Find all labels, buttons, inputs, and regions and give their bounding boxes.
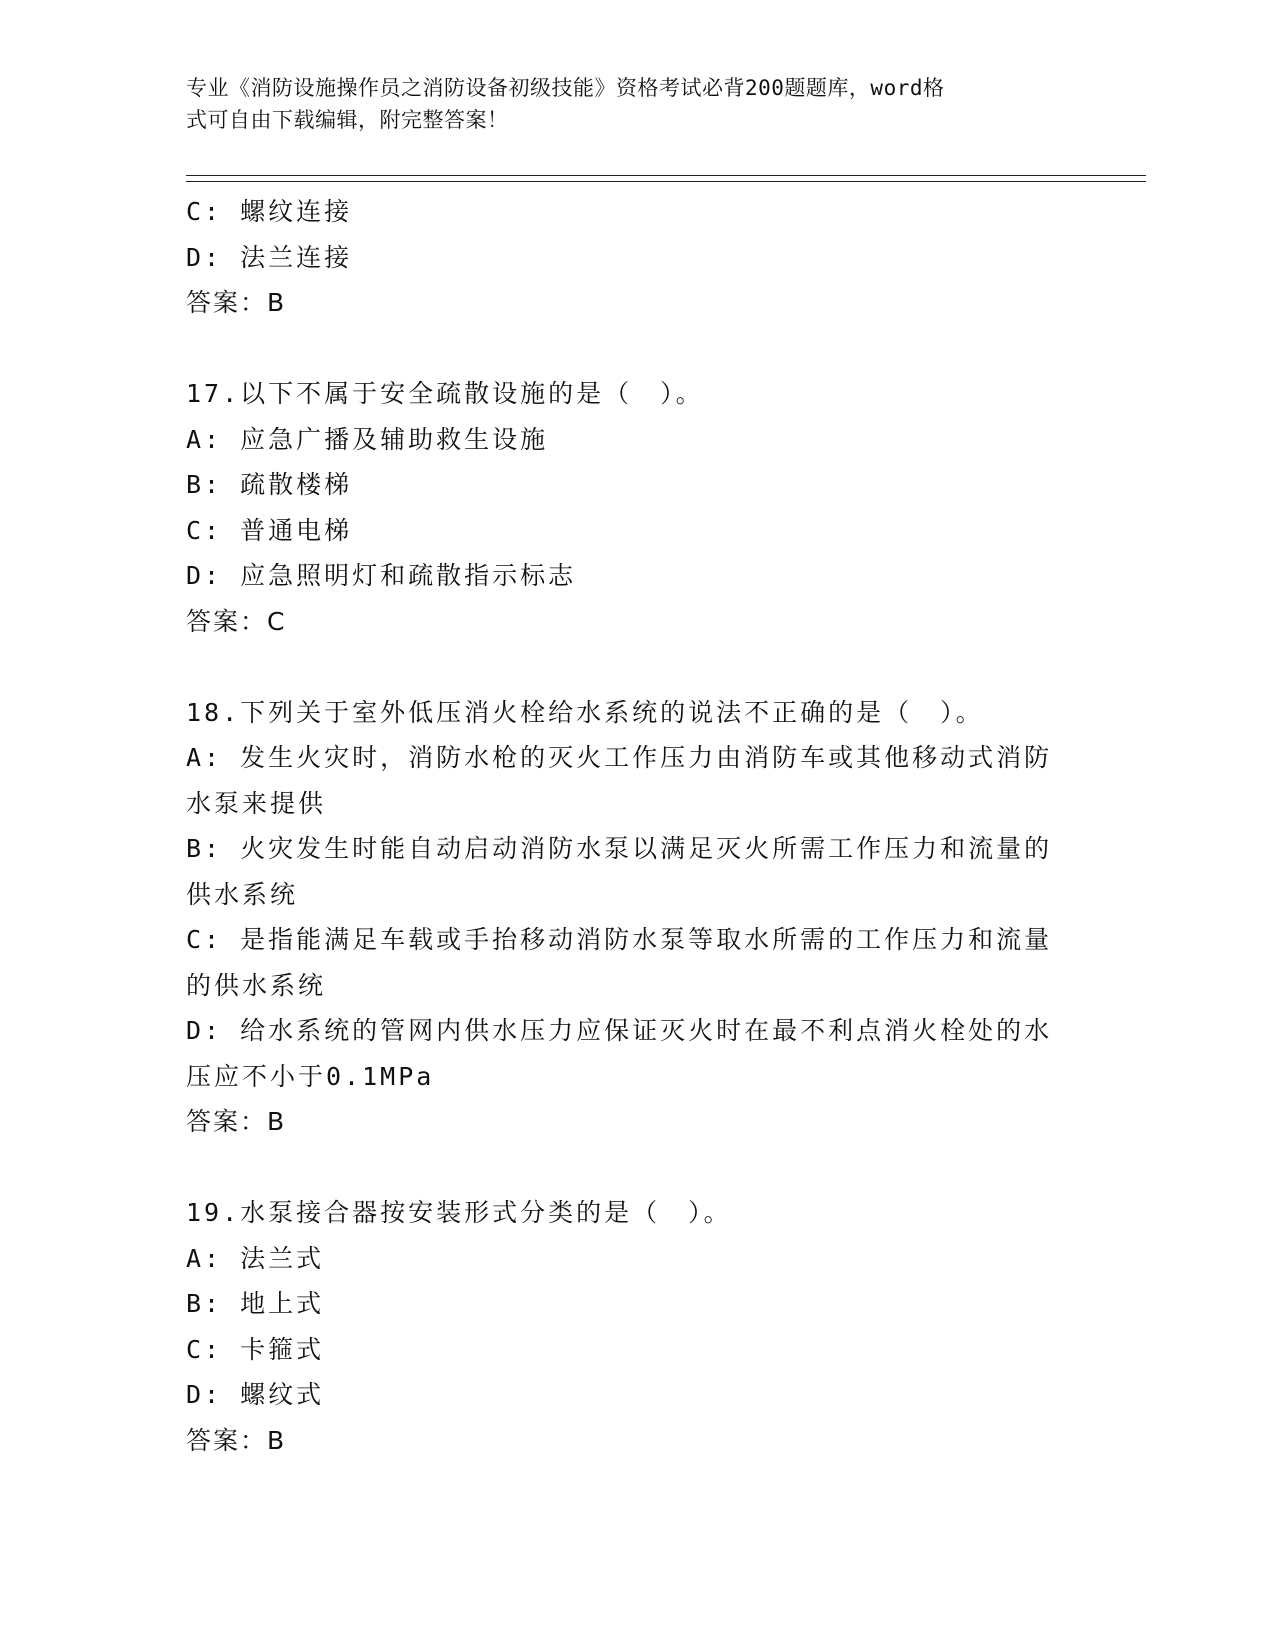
header-divider-top: [186, 175, 1146, 176]
option-b: B: 疏散楼梯: [186, 470, 353, 499]
option-d: D: 螺纹式: [186, 1380, 325, 1409]
question-stem: 19.水泵接合器按安装形式分类的是（ ）。: [186, 1198, 732, 1227]
question-stem: 17.以下不属于安全疏散设施的是（ ）。: [186, 379, 704, 408]
answer-text: 答案：B: [186, 1107, 287, 1136]
spacer: [186, 326, 1086, 372]
answer-text: 答案：B: [186, 288, 287, 317]
spacer: [186, 1145, 1086, 1191]
option-d: D: 法兰连接: [186, 242, 353, 272]
document-header: [186, 72, 1066, 136]
question-19: [186, 1190, 1086, 1463]
option-d: D: 应急照明灯和疏散指示标志: [186, 561, 577, 590]
header-line-1: 专业《消防设施操作员之消防设备初级技能》资格考试必背200题题库，word格: [186, 76, 945, 100]
question-content: [186, 189, 1086, 1463]
option-a: A: 法兰式: [186, 1243, 325, 1273]
spacer: [186, 644, 1086, 690]
option-c: C: 普通电梯: [186, 515, 353, 545]
option-a: A: 发生火灾时，消防水枪的灭火工作压力由消防车或其他移动式消防水泵来提供: [186, 743, 1053, 818]
question-stem: 18.下列关于室外低压消火栓给水系统的说法不正确的是（ ）。: [186, 697, 984, 727]
question-18: [186, 690, 1086, 1145]
answer-text: 答案：C: [186, 606, 287, 636]
previous-question-fragment: [186, 189, 1086, 326]
option-c: C: 螺纹连接: [186, 197, 353, 226]
option-c: C: 卡箍式: [186, 1334, 325, 1364]
header-line-2: 式可自由下载编辑，附完整答案！: [186, 108, 509, 132]
option-a: A: 应急广播及辅助救生设施: [186, 424, 549, 454]
header-divider-bottom: [186, 181, 1146, 182]
option-d: D: 给水系统的管网内供水压力应保证灭火时在最不利点消火栓处的水压应不小于0.1MPa: [186, 1016, 1053, 1091]
question-17: [186, 371, 1086, 644]
option-b: B: 火灾发生时能自动启动消防水泵以满足灭火所需工作压力和流量的供水系统: [186, 834, 1053, 909]
option-b: B: 地上式: [186, 1289, 325, 1318]
option-c: C: 是指能满足车载或手抬移动消防水泵等取水所需的工作压力和流量的供水系统: [186, 925, 1053, 1000]
answer-text: 答案：B: [186, 1425, 287, 1455]
